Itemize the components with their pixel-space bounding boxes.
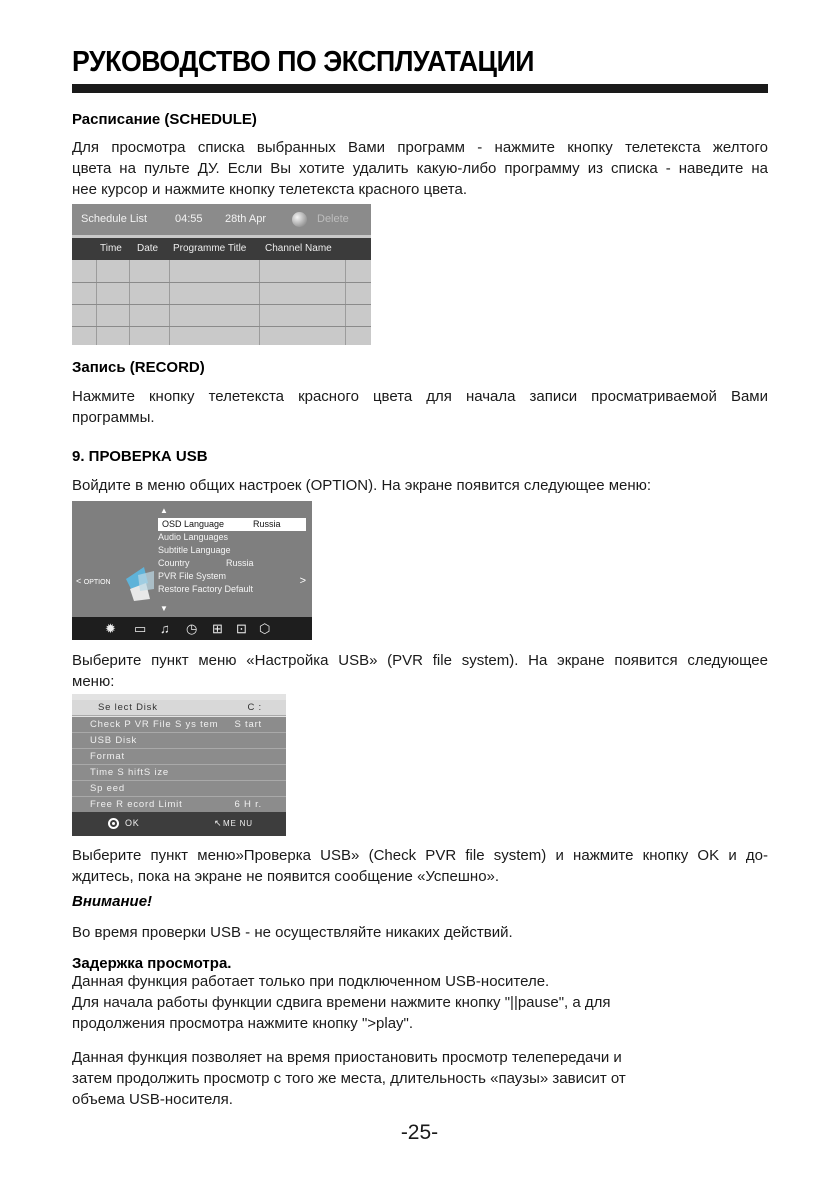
usb-text: Войдите в меню общих настроек (OPTION). На экране появится следующее меню: bbox=[72, 477, 652, 494]
row-free-record-limit[interactable] bbox=[72, 797, 286, 813]
pvr-intro-text bbox=[72, 650, 768, 692]
ok-label[interactable]: OK bbox=[125, 818, 140, 828]
row-value: 6 H r. bbox=[234, 799, 262, 810]
text-line: объема USB-носителя. bbox=[72, 1091, 233, 1108]
column-time: Time bbox=[100, 243, 122, 254]
schedule-top-bar bbox=[72, 204, 371, 235]
menu-item-restore-factory-default[interactable] bbox=[158, 583, 253, 596]
menu-item-value: Russia bbox=[253, 519, 281, 529]
grid-line bbox=[72, 282, 371, 283]
option-menu-screen bbox=[72, 501, 312, 640]
grid-line bbox=[72, 326, 371, 327]
grid-line bbox=[345, 260, 346, 345]
menu-item-label: Audio Languages bbox=[158, 532, 229, 542]
record-text bbox=[72, 386, 768, 428]
row-speed[interactable] bbox=[72, 781, 286, 797]
schedule-time: 04:55 bbox=[175, 213, 203, 225]
schedule-title: Schedule List bbox=[81, 213, 148, 225]
page-title: РУКОВОДСТВО ПО ЭКСПЛУАТАЦИИ bbox=[72, 46, 535, 78]
menu-item-osd-language[interactable] bbox=[158, 518, 306, 531]
row-label: Free R ecord Limit bbox=[90, 799, 183, 810]
row-usb-disk[interactable] bbox=[72, 733, 286, 749]
schedule-columns bbox=[72, 238, 371, 260]
schedule-list-screen bbox=[72, 204, 371, 345]
time-clock-icon[interactable]: ◷ bbox=[186, 621, 198, 636]
settings-gear-icon[interactable]: ✹ bbox=[105, 621, 116, 636]
usb-setup-screen bbox=[72, 694, 286, 836]
warning-heading: Внимание! bbox=[72, 893, 153, 910]
menu-return-icon[interactable]: ↖ bbox=[214, 818, 223, 828]
row-select-disk[interactable] bbox=[72, 700, 286, 716]
menu-item-label: PVR File System bbox=[158, 571, 227, 581]
usb-bottom-bar bbox=[72, 812, 286, 836]
menu-label[interactable]: ME NU bbox=[223, 819, 253, 828]
row-label: Check P VR File S ys tem bbox=[90, 719, 219, 730]
option-left-nav[interactable]: < OPTION bbox=[76, 576, 111, 586]
row-value: S tart bbox=[234, 719, 262, 730]
record-heading: Запись (RECORD) bbox=[72, 359, 205, 376]
warning-text: Во время проверки USB - не осуществляйте никаких действий. bbox=[72, 924, 513, 941]
channel-grid-icon[interactable]: ⊞ bbox=[212, 621, 223, 636]
text-line: Выберите пункт меню «Настройка USB» (PVR file system). На экране появится следующее bbox=[72, 652, 768, 669]
row-format[interactable] bbox=[72, 749, 286, 765]
text-line: Для просмотра списка выбранных Вами программ - нажмите кнопку телетекста желтого bbox=[72, 139, 768, 156]
input-source-icon[interactable]: ⬡ bbox=[259, 621, 271, 636]
option-icon-bar bbox=[72, 617, 312, 640]
menu-item-pvr-file-system[interactable] bbox=[158, 570, 226, 583]
row-label: Time S hiftS ize bbox=[90, 767, 169, 778]
text-line: нее курсор и нажмите кнопку телетекста красного цвета. bbox=[72, 181, 467, 198]
option-logo-icon bbox=[124, 561, 156, 601]
text-line: затем продолжить просмотр с того же места, длительность «паузы» зависит от bbox=[72, 1070, 626, 1087]
grid-line bbox=[129, 260, 130, 345]
row-label: USB Disk bbox=[90, 735, 138, 746]
delete-label[interactable]: Delete bbox=[317, 213, 349, 225]
text-line: Нажмите кнопку телетекста красного цвета для начала записи просматриваемой Вами bbox=[72, 388, 768, 405]
text-line: программы. bbox=[72, 409, 155, 426]
text-line: Данная функция работает только при подключенном USB-носителе. bbox=[72, 973, 550, 990]
schedule-grid bbox=[72, 260, 371, 345]
schedule-date: 28th Apr bbox=[225, 213, 266, 225]
delete-button-icon[interactable] bbox=[292, 212, 307, 227]
option-label: OPTION bbox=[83, 579, 111, 586]
row-label: Se lect Disk bbox=[98, 702, 158, 713]
grid-line bbox=[96, 260, 97, 345]
timeshift-heading: Задержка просмотра. bbox=[72, 955, 232, 972]
up-arrow-icon[interactable]: ▲ bbox=[160, 506, 168, 515]
menu-item-audio-languages[interactable] bbox=[158, 531, 228, 544]
text-line: Выберите пункт меню»Проверка USB» (Check PVR file system) и нажмите кнопку OK и до- bbox=[72, 847, 768, 864]
schedule-text bbox=[72, 137, 768, 200]
text-line: ждитесь, пока на экране не появится сообщение «Успешно». bbox=[72, 868, 500, 885]
timeshift-text-2 bbox=[72, 1047, 768, 1110]
grid-line bbox=[169, 260, 170, 345]
text-line: цвета на пульте ДУ. Если Вы хотите удалить какую-либо программу из списка - наведите на bbox=[72, 160, 768, 177]
timeshift-text bbox=[72, 971, 768, 1034]
row-label: Format bbox=[90, 751, 125, 762]
row-value: C : bbox=[247, 702, 262, 713]
menu-item-country[interactable] bbox=[158, 557, 306, 570]
title-rule bbox=[72, 84, 768, 93]
row-label: Sp eed bbox=[90, 783, 125, 794]
sound-music-icon[interactable]: ♫ bbox=[160, 621, 170, 636]
column-date: Date bbox=[137, 243, 159, 254]
down-arrow-icon[interactable]: ▼ bbox=[160, 604, 168, 613]
option-right-nav[interactable]: > bbox=[299, 575, 306, 587]
menu-item-subtitle-language[interactable] bbox=[158, 544, 231, 557]
picture-tv-icon[interactable]: ▭ bbox=[134, 621, 147, 636]
menu-item-label: OSD Language bbox=[162, 519, 225, 529]
schedule-heading: Расписание (SCHEDULE) bbox=[72, 111, 257, 128]
grid-line bbox=[72, 304, 371, 305]
menu-item-value: Russia bbox=[226, 558, 254, 568]
grid-line bbox=[259, 260, 260, 345]
text-line: Для начала работы функции сдвига времени нажмите кнопку "||pause", а для bbox=[72, 994, 611, 1011]
page-number: -25- bbox=[400, 1121, 439, 1144]
menu-item-label: Subtitle Language bbox=[158, 545, 231, 555]
menu-item-label: Restore Factory Default bbox=[158, 584, 254, 594]
column-programme-title: Programme Title bbox=[173, 243, 247, 254]
text-line: Данная функция позволяет на время приостановить просмотр телепередачи и bbox=[72, 1049, 622, 1066]
text-line: продолжения просмотра нажмите кнопку ">play". bbox=[72, 1015, 414, 1032]
column-channel-name: Channel Name bbox=[265, 243, 332, 254]
check-text bbox=[72, 845, 768, 887]
usb-heading: 9. ПРОВЕРКА USB bbox=[72, 448, 208, 465]
row-time-shift-size[interactable] bbox=[72, 765, 286, 781]
ok-circle-icon[interactable] bbox=[108, 818, 119, 829]
row-check-pvr-file-system[interactable] bbox=[72, 717, 286, 733]
menu-item-label: Country bbox=[158, 558, 190, 568]
text-line: меню: bbox=[72, 673, 115, 690]
lock-icon[interactable]: ⊡ bbox=[236, 621, 247, 636]
